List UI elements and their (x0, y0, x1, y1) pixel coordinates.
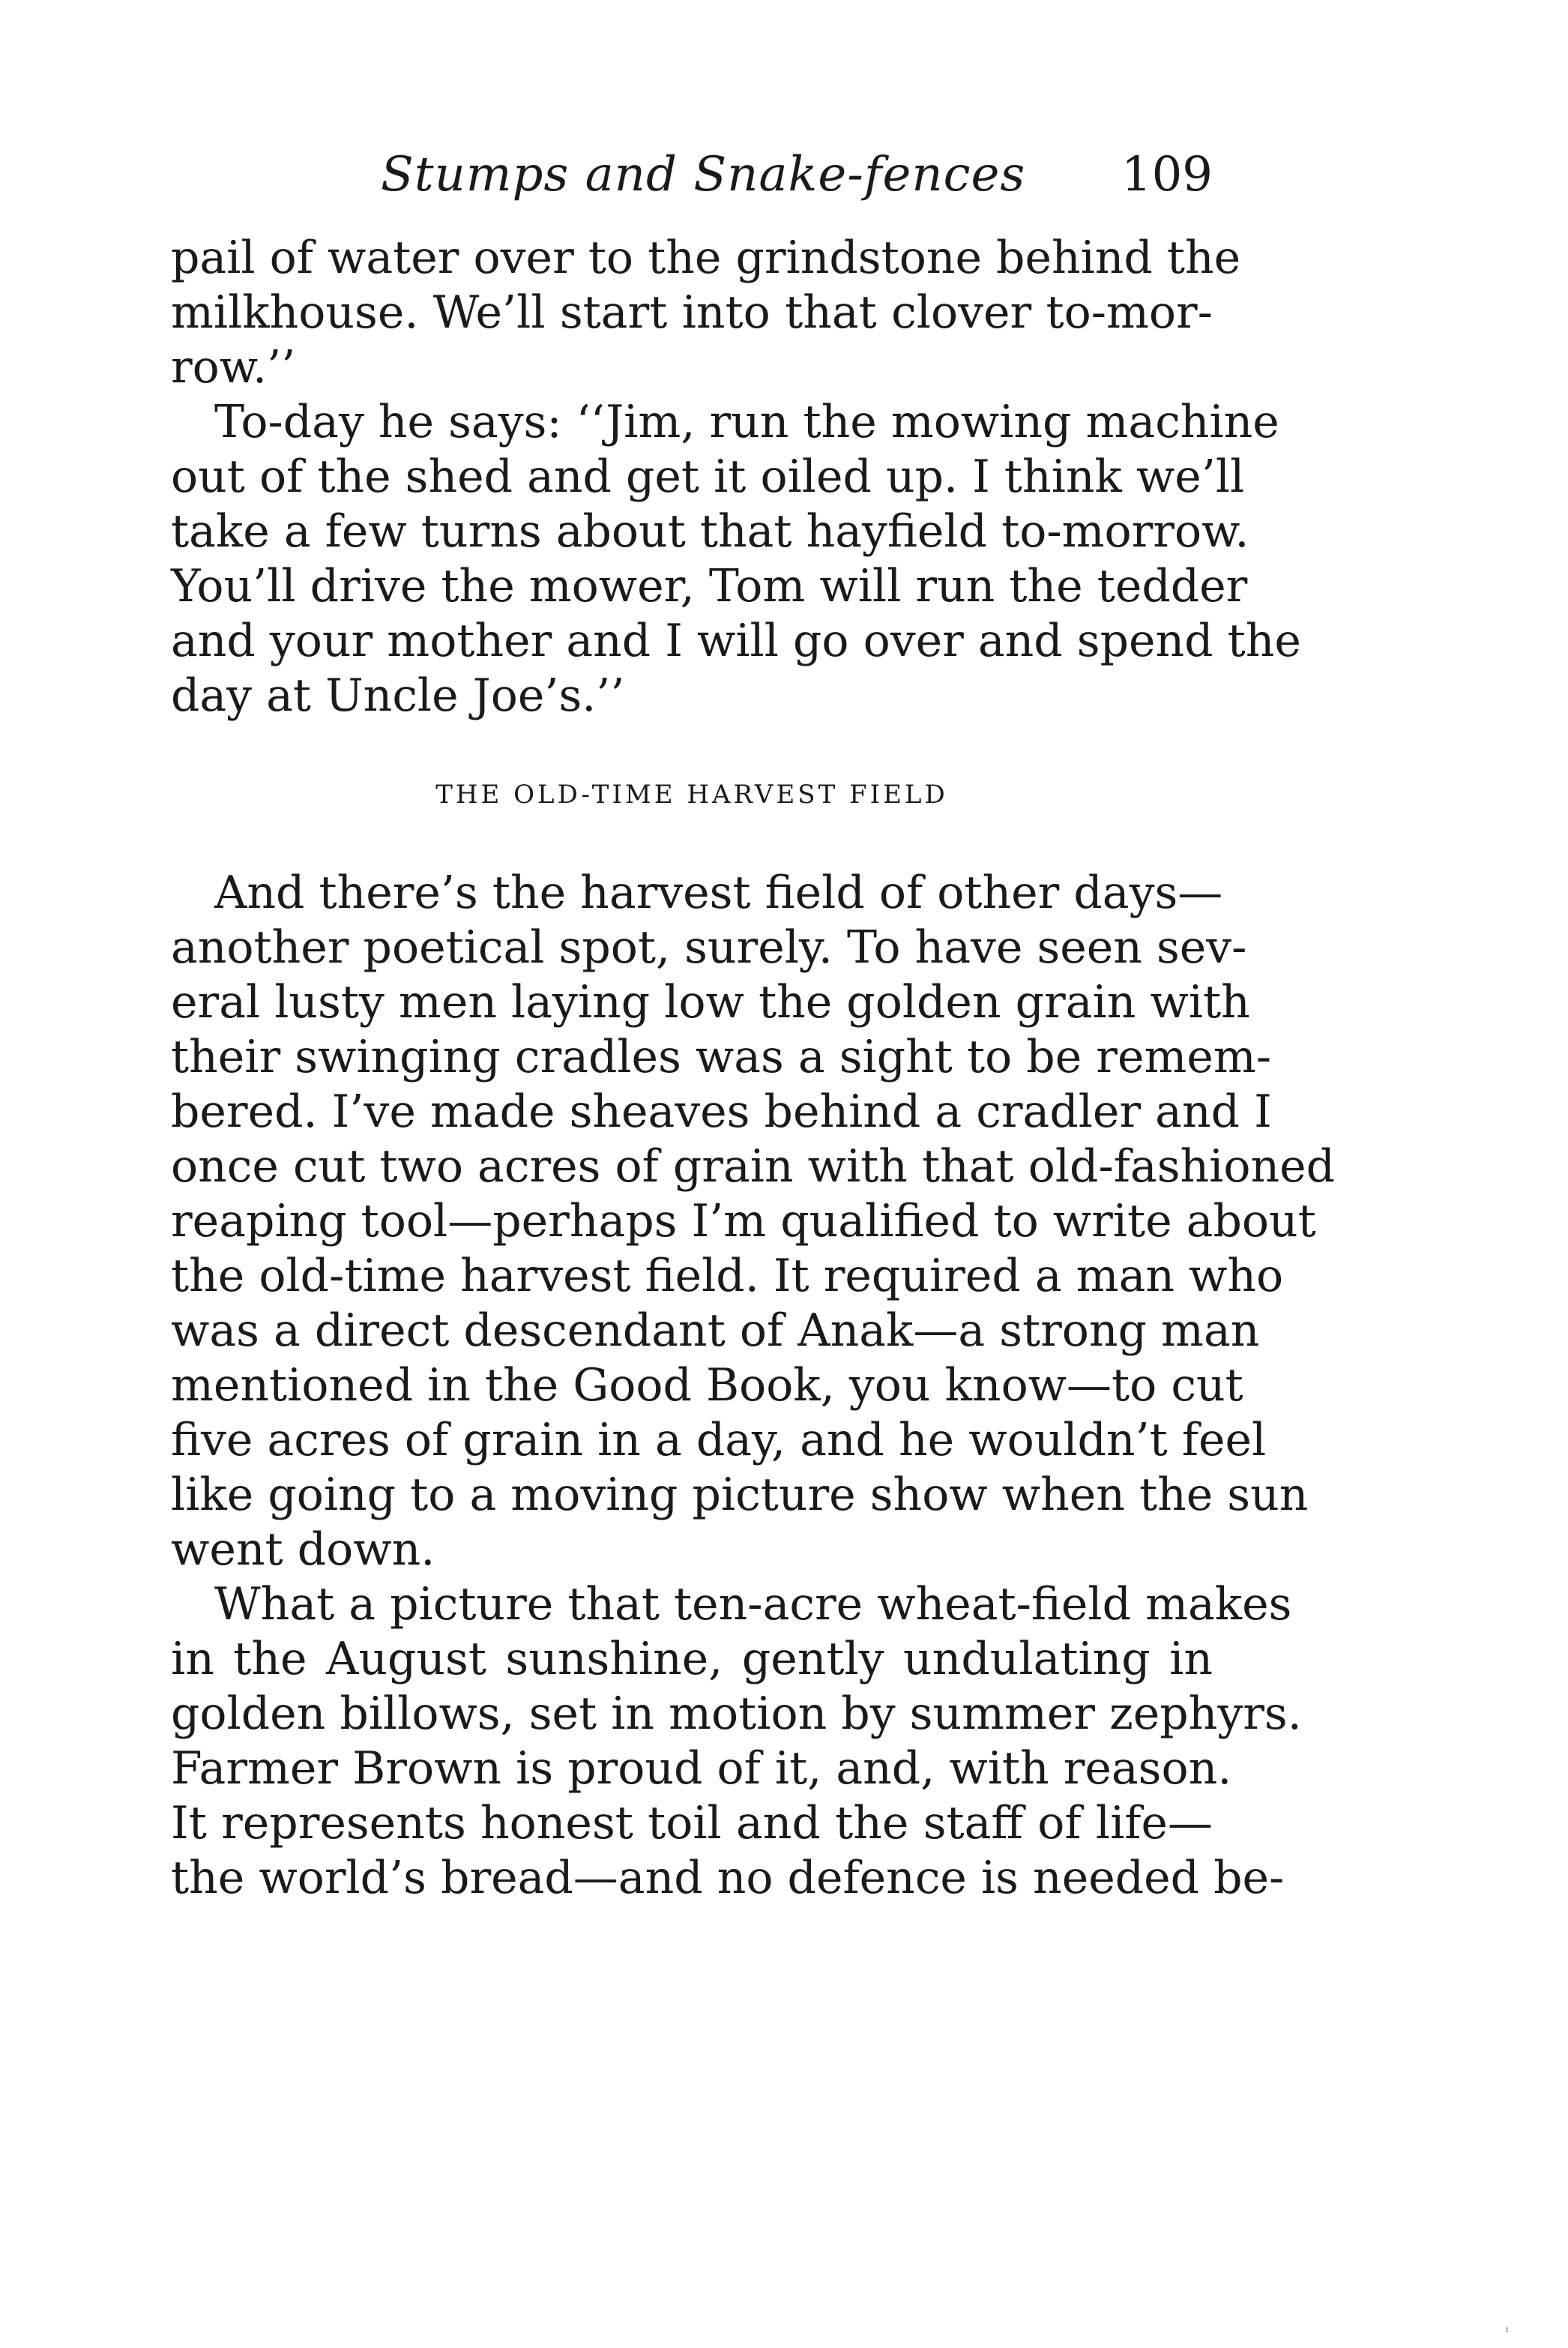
text-line: once cut two acres of grain with that old-fashioned (171, 1140, 1335, 1193)
text-line: To-day he says: ‘‘Jim, run the mowing machine (214, 396, 1279, 448)
text-line: reaping tool—perhaps I’m qualified to write about (171, 1195, 1316, 1247)
text-line: You’ll drive the mower, Tom will run the tedder (171, 560, 1248, 612)
text-line: take a few turns about that hayfield to-morrow. (171, 505, 1249, 558)
text-line: was a direct descendant of Anak—a strong man (171, 1304, 1260, 1357)
text-line: out of the shed and get it oiled up. I think we’ll (171, 451, 1245, 503)
text-line: eral lusty men laying low the golden grain with (171, 976, 1250, 1029)
text-line: in the August sunshine, gently undulating in (171, 1633, 1213, 1685)
page-number: 109 (1121, 147, 1213, 202)
section-heading: THE OLD-TIME HARVEST FIELD (435, 780, 948, 810)
text-line: It represents honest toil and the staff of life— (171, 1797, 1213, 1849)
text-line: like going to a moving picture show when the sun (171, 1469, 1309, 1521)
text-line: day at Uncle Joe’s.’’ (171, 669, 625, 722)
text-line: went down. (171, 1523, 435, 1576)
text-line: golden billows, set in motion by summer zephyrs. (171, 1688, 1302, 1740)
text-line: bered. I’ve made sheaves behind a cradler and I (171, 1086, 1272, 1138)
text-line: the world’s bread—and no defence is needed be- (171, 1852, 1285, 1904)
text-line: five acres of grain in a day, and he wouldn’t feel (171, 1414, 1267, 1466)
text-line: What a picture that ten-acre wheat-field makes (214, 1578, 1292, 1631)
paragraph-block-harvest-field (171, 866, 1335, 1906)
text-line: Farmer Brown is proud of it, and, with reason. (171, 1742, 1232, 1795)
text-line: the old-time harvest field. It required a man who (171, 1250, 1284, 1302)
text-line: pail of water over to the grindstone behind the (171, 232, 1241, 284)
text-line: row.’’ (171, 341, 296, 394)
running-head (171, 147, 1213, 207)
text-line: And there’s the harvest field of other days— (214, 867, 1223, 919)
paragraph-block-farmer-plans (171, 231, 1301, 723)
text-line: another poetical spot, surely. To have seen sev- (171, 921, 1247, 974)
text-line: their swinging cradles was a sight to be remem- (171, 1031, 1272, 1083)
text-line: mentioned in the Good Book, you know—to cut (171, 1359, 1243, 1412)
text-line: and your mother and I will go over and spend the (171, 615, 1301, 667)
running-title: Stumps and Snake-fences (381, 147, 1026, 202)
scan-speck: · · (1505, 2321, 1510, 2338)
text-line: milkhouse. We’ll start into that clover to-mor- (171, 286, 1213, 339)
